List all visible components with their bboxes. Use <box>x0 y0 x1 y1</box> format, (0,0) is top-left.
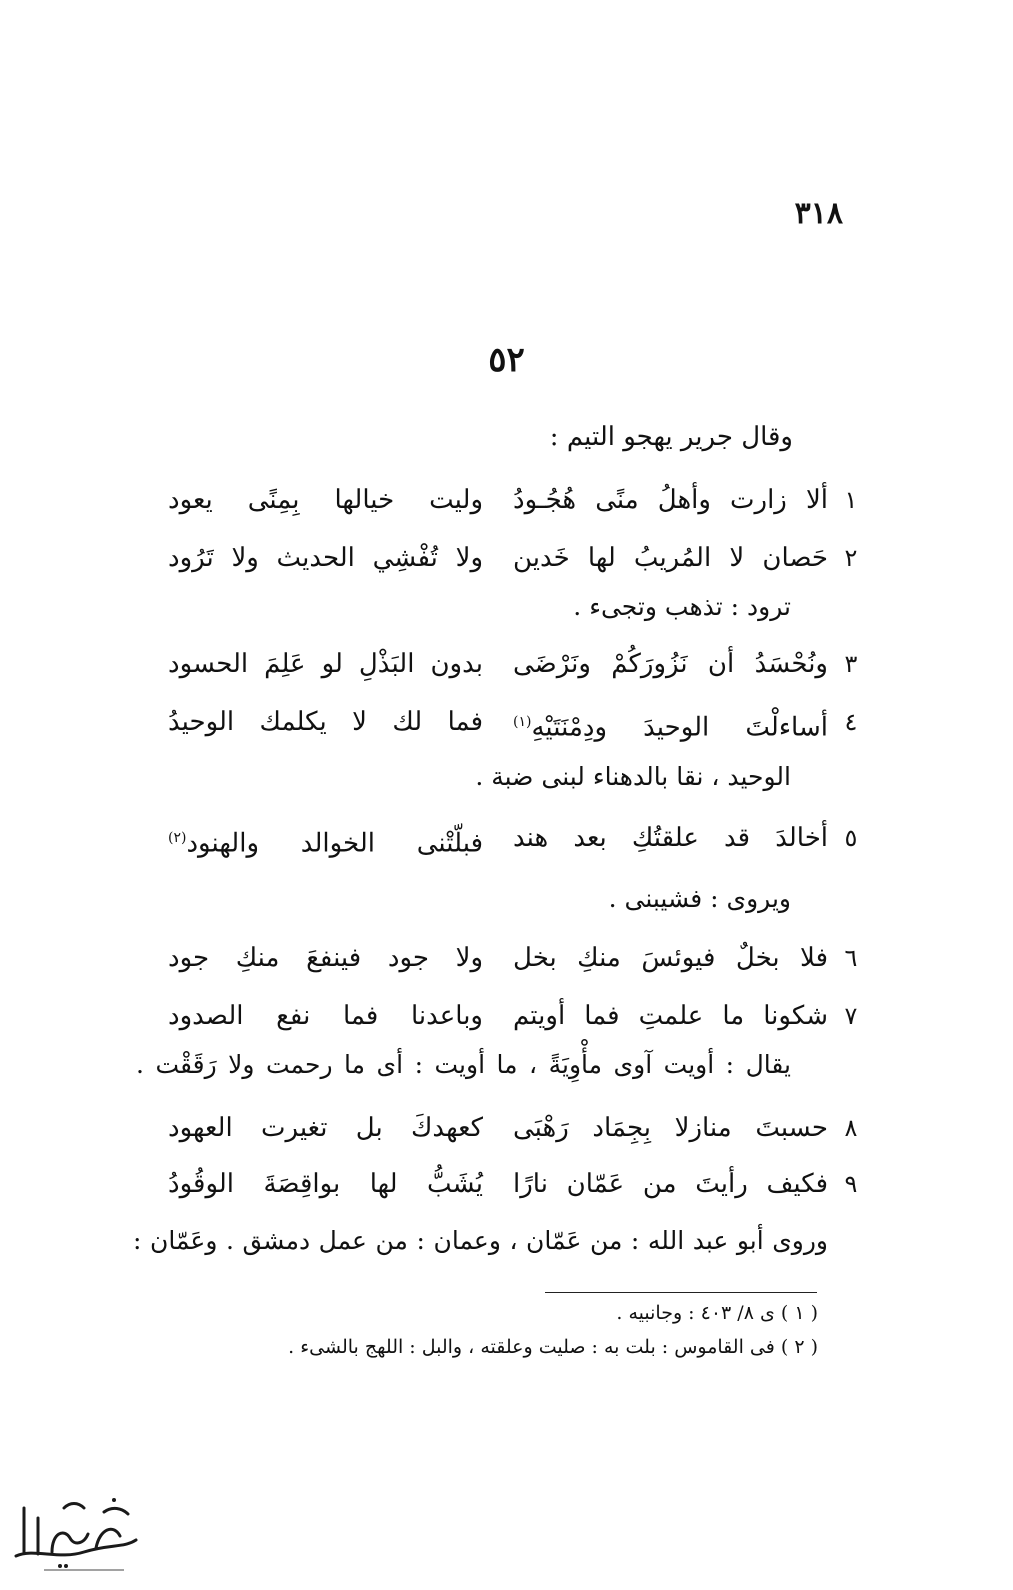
verse-second-hemistich: بدون البَذْلِ لو عَلِمَ الحسود <box>168 649 483 679</box>
verse-number: ٨ <box>844 1114 858 1142</box>
verse-first-hemistich: حسبتَ منازلا بِجِمَاد رَهْبَى <box>513 1113 828 1143</box>
verse-second-hemistich: ولا جود فينفعَ منكِ جود <box>168 943 483 973</box>
library-stamp-logo <box>4 1478 144 1578</box>
verse-9 <box>168 1162 858 1206</box>
verse-second-hemistich: كعهدكَ بل تغيرت العهود <box>168 1113 483 1143</box>
verse-second-hemistich: وليت خيالها بِمِنًى يعود <box>168 485 483 515</box>
footnote-1: ( ١ ) ى ٨/ ٤٠٣ : وجانبيه . <box>616 1302 818 1324</box>
verse-number: ٦ <box>844 944 858 972</box>
hemistich-text: فبلّتْنى الخوالد والهنود <box>186 828 483 859</box>
verse-first-hemistich <box>513 700 828 750</box>
gloss-verse-2: ترود : تذهب وتجىء . <box>573 592 791 621</box>
verse-6 <box>168 936 858 980</box>
verse-2 <box>168 536 858 580</box>
verse-second-hemistich: وباعدنا فما نفع الصدود <box>168 1001 483 1031</box>
verse-first-hemistich: حَصان لا المُريبُ لها خَدين <box>513 543 828 573</box>
hemistich-text: أساءلْتَ الوحيدَ ودِمْنَتَيْهِ <box>531 712 828 743</box>
verse-second-hemistich: فما لك لا يكلمك الوحيدُ <box>168 707 483 737</box>
verse-8 <box>168 1106 858 1150</box>
footnote-marker-2: (٢) <box>168 830 187 846</box>
page-number: ٣١٨ <box>794 196 843 231</box>
gloss-verse-9: وروى أبو عبد الله : من عَمّان ، وعمان : من عمل دمشق . وعَمّان : <box>133 1226 828 1255</box>
verse-number: ١ <box>844 486 858 514</box>
poem-intro: وقال جرير يهجو التيم : <box>549 422 793 452</box>
gloss-verse-4: الوحيد ، نقا بالدهناء لبنى ضبة . <box>475 762 791 791</box>
verse-3 <box>168 642 858 686</box>
verse-first-hemistich: أخالدَ قد علقتُكِ بعد هند <box>513 823 828 853</box>
footnote-separator <box>545 1292 817 1293</box>
gloss-verse-5: ويروى : فشيبنى . <box>608 884 791 913</box>
verse-first-hemistich: ألا زارت وأهلُ منًى هُجُـودُ <box>513 485 828 515</box>
poem-number: ٥٢ <box>488 340 525 380</box>
verse-number: ٢ <box>844 544 858 572</box>
verse-second-hemistich <box>168 816 483 866</box>
verse-first-hemistich: فلا بخلٌ فيوئسَ منكِ بخل <box>513 943 828 973</box>
verse-number: ٤ <box>844 708 858 736</box>
verse-first-hemistich: فكيف رأيتَ من عَمّان نارًا <box>513 1169 828 1199</box>
verse-number: ٣ <box>844 650 858 678</box>
gloss-verse-7: يقال : أويت آوى مأْوِيَةً ، ما أويت : أى ما رحمت ولا رَقَقْت . <box>136 1050 791 1079</box>
verse-5 <box>168 816 858 860</box>
verse-number: ٩ <box>844 1170 858 1198</box>
verse-number: ٥ <box>844 824 858 852</box>
verse-1 <box>168 478 858 522</box>
verse-second-hemistich: ولا تُفْشِي الحديث ولا تَرُود <box>168 543 483 573</box>
verse-7 <box>168 994 858 1038</box>
verse-number: ٧ <box>844 1002 858 1030</box>
footnote-2: ( ٢ ) فى القاموس : بلت به : صليت وعلقته ، والبل : اللهج بالشىء . <box>288 1336 818 1358</box>
verse-4 <box>168 700 858 744</box>
footnote-marker-1: (١) <box>513 714 532 730</box>
verse-first-hemistich: ونُحْسَدُ أن نَزُورَكُمْ ونَرْضَى <box>513 649 828 679</box>
verse-first-hemistich: شكونا ما علمتِ فما أويتم <box>513 1001 828 1031</box>
verse-second-hemistich: يُشَبُّ لها بواقِصَةَ الوقُودُ <box>168 1169 483 1199</box>
